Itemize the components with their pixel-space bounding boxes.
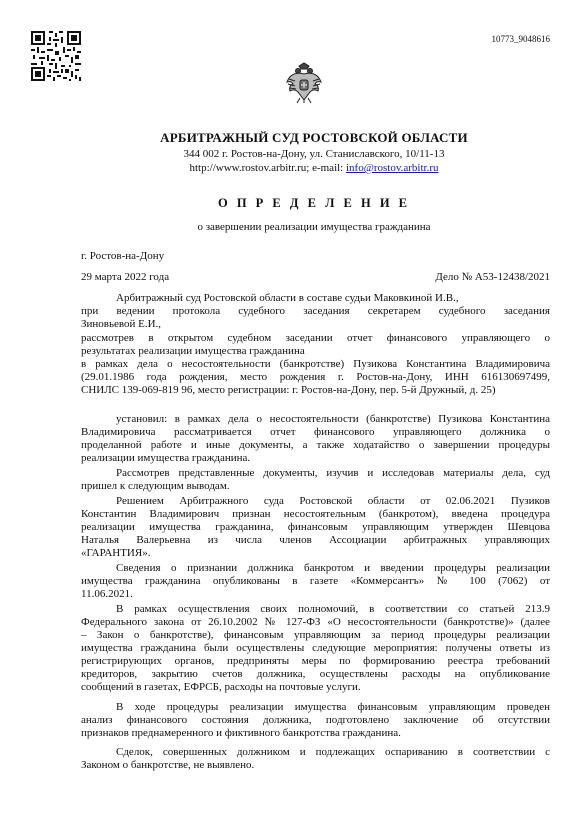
coat-of-arms-icon: [286, 62, 322, 104]
qr-code-icon: [31, 31, 81, 81]
body-line: имущества гражданина были осуществлены следующие мероприятия: получены ответы из: [81, 642, 550, 654]
body-line: установил: в рамках дела о несостоятельности (банкротстве) Пузикова Константина: [116, 413, 550, 425]
court-address: 344 002 г. Ростов-на-Дону, ул. Станиславского, 10/11-13: [183, 148, 445, 160]
body-line: анализ финансового состояния должника, подготовлено заключение об отсутствии: [81, 714, 550, 726]
intro-line: в рамках дела о несостоятельности (банкротстве) Пузикова Константина Владимировича: [81, 358, 550, 370]
intro-line: (29.01.1986 года рождения, место рождения г. Ростов-на-Дону, ИНН 616130697499,: [81, 371, 550, 383]
court-email-link[interactable]: info@rostov.arbitr.ru: [346, 162, 439, 174]
document-subject: о завершении реализации имущества гражданина: [197, 221, 431, 233]
body-line: Владимировича рассматривается отчет финансового управляющего должника о: [81, 426, 550, 438]
court-website: http://www.rostov.arbitr.ru; e-mail:: [189, 162, 346, 174]
body-line: регистрирующих органов, предприняты меры по формированию реестра требований: [81, 655, 550, 667]
body-line: сообщений в газетах, ЕФРСБ, расходы на почтовые услуги.: [81, 681, 361, 693]
document-type: О П Р Е Д Е Л Е Н И Е: [217, 196, 411, 210]
body-line: Сделок, совершенных должником и подлежащих оспариванию в соответствии с: [116, 746, 550, 758]
body-line: реализации имущества гражданина.: [81, 452, 251, 464]
court-name: АРБИТРАЖНЫЙ СУД РОСТОВСКОЙ ОБЛАСТИ: [160, 130, 468, 145]
body-line: Решением Арбитражного суда Ростовской области от 02.06.2021 Пузиков: [116, 495, 550, 507]
body-line: кредиторов, закрытию счетов должника, осуществлены расходы на опубликование: [81, 668, 550, 680]
body-line: имущества гражданина опубликованы в газете «Коммерсантъ» № 100 (7062) от: [81, 575, 550, 587]
city: г. Ростов-на-Дону: [81, 250, 165, 262]
intro-line: рассмотрев в открытом судебном заседании отчет финансового управляющего о: [81, 332, 550, 344]
body-line: Рассмотрев представленные документы, изучив и исследовав материалы дела, суд: [116, 467, 550, 479]
body-line: Константин Владимирович признан несостоятельным (банкротом), введена процедура: [81, 508, 550, 520]
court-contacts: [20, 162, 588, 174]
decision-date: 29 марта 2022 года: [81, 271, 170, 283]
body-line: В рамках осуществления своих полномочий, в соответствии со статьей 213.9: [116, 603, 550, 615]
body-line: Законом о банкротстве, не выявлено.: [81, 759, 255, 771]
body-line: 11.06.2021.: [81, 588, 133, 600]
intro-line: Зиновьевой Е.И.,: [81, 318, 162, 330]
document-id: 10773_9048616: [491, 34, 550, 44]
body-line: признаков преднамеренного и фиктивного банкротства гражданина.: [81, 727, 401, 739]
body-line: пришел к следующим выводам.: [81, 480, 230, 492]
body-line: «ГАРАНТИЯ».: [81, 547, 151, 559]
body-line: – Закон о банкротстве), финансовым управляющим за период процедуры реализации: [81, 629, 550, 641]
intro-line: результатах реализации имущества гражданина: [81, 345, 305, 357]
body-line: Федерального закона от 26.10.2002 № 127-ФЗ «О несостоятельности (банкротстве)» (далее: [81, 616, 550, 628]
intro-line: СНИЛС 139-069-819 96, место регистрации: г. Ростов-на-Дону, пер. 5-й Дружный, д. 25): [81, 384, 496, 396]
body-line: реализации имущества гражданина, финансовым управляющим утвержден Шевцова: [81, 521, 550, 533]
body-line: Наталья Валерьевна из числа членов Ассоциации арбитражных управляющих: [81, 534, 550, 546]
body-line: Сведения о признании должника банкротом и введении процедуры реализации: [116, 562, 550, 574]
body-line: проделанной работе и иные документы, а также ходатайство о завершении процедуры: [81, 439, 550, 451]
case-number: Дело № А53-12438/2021: [435, 271, 550, 283]
intro-line: при ведении протокола судебного заседания секретарем судебного заседания: [81, 305, 550, 317]
body-line: В ходе процедуры реализации имущества финансовым управляющим проведен: [116, 701, 550, 713]
intro-line: Арбитражный суд Ростовской области в составе судьи Маковкиной И.В.,: [116, 292, 459, 304]
